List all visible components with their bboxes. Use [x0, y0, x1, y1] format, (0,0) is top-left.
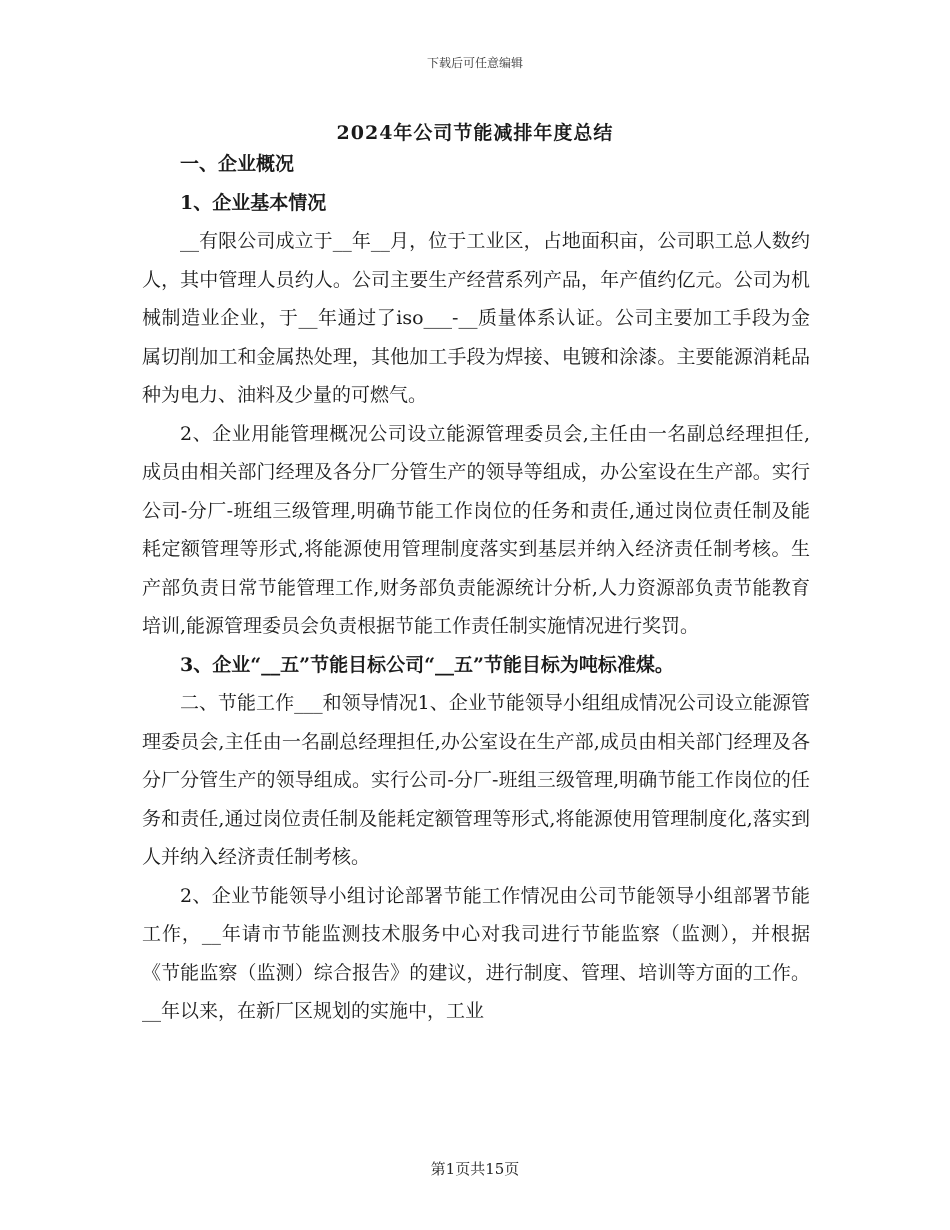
section-heading-overview: 一、企业概况	[180, 153, 295, 175]
subsection-heading-basic-info: 1、企业基本情况	[180, 191, 327, 214]
paragraph-energy-management: 2、企业用能管理概况公司设立能源管理委员会,主任由一名副总经理担任,成员由相关部门经理及各分厂分管生产的领导等组成，办公室设在生产部。实行公司-分厂-班组三级管理,明确节能工作岗位的任务和责任,通过岗位责任制及能耗定额管理等形式,将能源使用管理制度落实到基层并纳入经济责任制考核。生产部负责日常节能管理工作,财务部负责能源统计分析,人力资源部负责节能教育培训,能源管理委员会负责根据节能工作责任制实施情况进行奖罚。	[142, 422, 810, 637]
subsection-heading-energy-target: 3、企业“__五”节能目标公司“__五”节能目标为吨标准煤。	[180, 653, 674, 676]
document-title: 2024年公司节能减排年度总结	[336, 122, 614, 144]
page-footer: 第1页共15页	[430, 1160, 520, 1178]
paragraph-basic-info: __有限公司成立于__年__月，位于工业区，占地面积亩，公司职工总人数约人，其中管理人员约人。公司主要生产经营系列产品，年产值约亿元。公司为机械制造业企业，于__年通过了iso___-__质量体系认证。公司主要加工手段为金属切削加工和金属热处理，其他加工手段为焊接、电镀和涂漆。主要能源消耗品种为电力、油料及少量的可燃气。	[142, 230, 810, 406]
document-body	[142, 145, 810, 1031]
header-note: 下载后可任意编辑	[426, 56, 523, 70]
paragraph-deployment: 2、企业节能领导小组讨论部署节能工作情况由公司节能领导小组部署节能工作，__年请市节能监测技术服务中心对我司进行节能监察（监测），并根据《节能监察（监测）综合报告》的建议，进行制度、管理、培训等方面的工作。__年以来，在新厂区规划的实施中，工业	[142, 884, 810, 1022]
paragraph-leadership: 二、节能工作___和领导情况1、企业节能领导小组组成情况公司设立能源管理委员会,主任由一名副总经理担任,办公室设在生产部,成员由相关部门经理及各分厂分管生产的领导组成。实行公司-分厂-班组三级管理,明确节能工作岗位的任务和责任,通过岗位责任制及能耗定额管理等形式,将能源使用管理制度化,落实到人并纳入经济责任制考核。	[142, 692, 810, 868]
